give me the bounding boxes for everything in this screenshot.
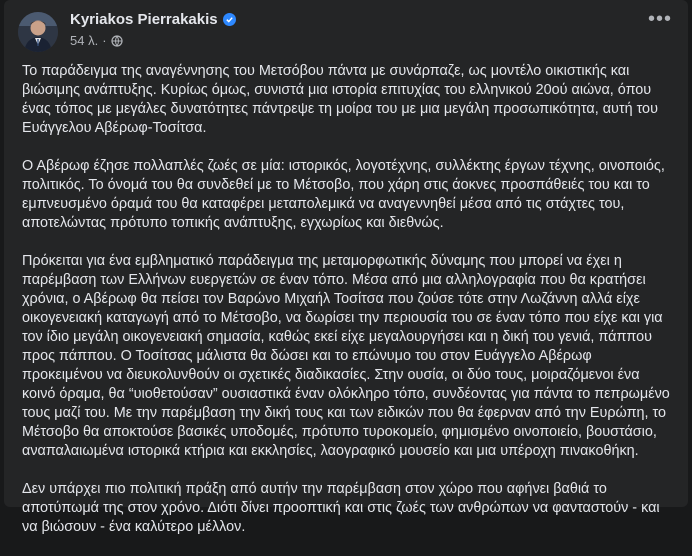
post-paragraph: Το παράδειγμα της αναγέννησης του Μετσόβου πάντα με συνάρπαζε, ως μοντέλο οικιστικής και βιώσιμης ανάπτυξης. Κυρίως όμως, συνιστά μια ιστορία επιτυχίας του ελληνικού 20ού αιώνα, όπου ένας τόπος με μεγάλες δυνατότητες πάντρεψε τη μοίρα του με μια μεγάλη προσωπικότητα, αυτή του Ευάγγελου Αβέρωφ-Τοσίτσα. — [22, 63, 658, 136]
post-timestamp[interactable]: 54 λ. — [70, 33, 99, 48]
globe-icon[interactable] — [111, 35, 123, 47]
post-paragraph: Ο Αβέρωφ έζησε πολλαπλές ζωές σε μία: ιστορικός, λογοτέχνης, συλλέκτης έργων τέχνης, οινοποιός, πολιτικός. Το όνομά του θα συνδεθεί με το Μέτσοβο, που χάρη στις άοκνες προσπάθειές του και το εμπνευσμένο όραμά του θα καταφέρει μεταπολεμικά να αναγεννηθεί μέσα από τις στάχτες του, αποτελώντας πρότυπο τοπικής ανάπτυξης, εγχωρίως και διεθνώς. — [22, 158, 665, 231]
author-name[interactable]: Kyriakos Pierrakakis — [70, 11, 218, 28]
facebook-post — [4, 0, 688, 535]
post-paragraph: Δεν υπάρχει πιο πολιτική πράξη από αυτήν την παρέμβαση στον χώρο που αφήνει βαθιά το αποτύπωμά της στον χρόνο. Διότι δίνει προοπτική και στις ζωές των ανθρώπων να φανταστούν - και να βιώσουν - ένα καλύτερο μέλλον. — [22, 481, 660, 535]
post-meta: 54 λ. · — [70, 33, 123, 48]
more-options-button[interactable] — [644, 8, 676, 36]
post-content — [22, 62, 676, 556]
author-row — [70, 11, 236, 28]
verified-badge-icon — [223, 13, 236, 26]
author-avatar[interactable] — [18, 12, 58, 52]
post-paragraph: Πρόκειται για ένα εμβληματικό παράδειγμα της μεταμορφωτικής δύναμης που μπορεί να έχει η παρέμβαση των Ελλήνων ευεργετών σε έναν τόπο. Μέσα από μια αλληλογραφία που θα κρατήσει χρόνια, ο Αβέρωφ θα πείσει τον Βαρώνο Μιχαήλ Τοσίτσα που ζούσε τότε στην Λωζάννη αλλά είχε οικογενειακή καταγωγή από το Μέτσοβο, να δωρίσει την περιουσία του σε έναν τόπο που είχε και για τον ίδιο μεγάλη οικογενειακή σημασία, καθώς εκεί είχε μεγαλουργήσει και η δική του γενιά, πάππου προς πάππου. Ο Τοσίτσας μάλιστα θα δώσει και το επώνυμο του στον Ευάγγελο Αβέρωφ προκειμένου να διευκολυνθούν οι σχετικές διαδικασίες. Στην ουσία, οι δύο τους, μοιραζόμενοι ένα κοινό όραμα, θα “υιοθετούσαν” ουσιαστικά έναν ολόκληρο τόπο, συνδέοντας για πάντα το πεπρωμένο τους μαζί του. Με την παρέμβαση την δική τους και των ειδικών που θα έφερναν από την Ευρώπη, το Μέτσοβο θα αποκτούσε βασικές υποδομές, πρότυπο τυροκομείο, φημισμένο οινοποιείο, βουστάσιο, αναπαλαιωμένα ιστορικά κτήρια και εκκλησίες, λαογραφικό μουσείο και μια υπέροχη πινακοθήκη. — [22, 253, 670, 459]
more-horizontal-icon: ••• — [647, 8, 672, 30]
